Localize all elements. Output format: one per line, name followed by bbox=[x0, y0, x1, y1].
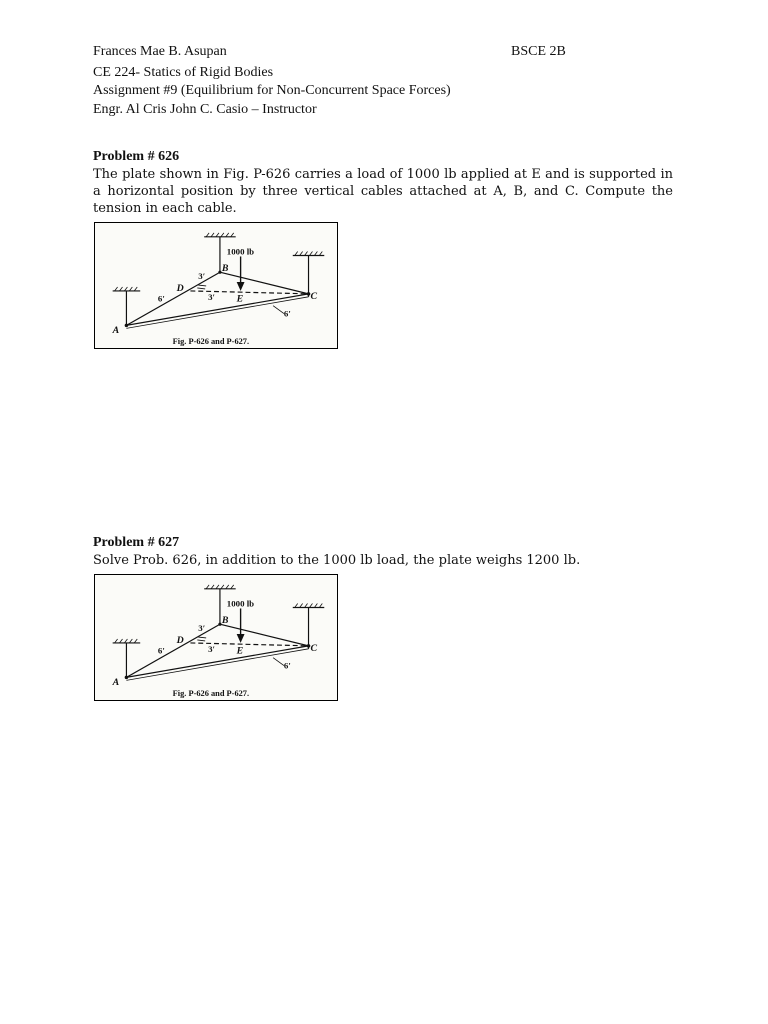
figure-caption: Fig. P-626 and P-627. bbox=[172, 689, 250, 699]
instructor-line: Engr. Al Cris John C. Casio – Instructor bbox=[93, 102, 317, 117]
point-b-label: B bbox=[221, 263, 229, 275]
load-label: 1000 lb bbox=[226, 246, 255, 257]
point-c-label: C bbox=[310, 290, 318, 302]
dim-6-left: 6′ bbox=[157, 645, 165, 656]
point-c-label: C bbox=[310, 642, 318, 654]
dim-3-upper: 3′ bbox=[198, 623, 206, 634]
point-a-label: A bbox=[112, 677, 120, 689]
dim-3-upper: 3′ bbox=[198, 271, 206, 282]
student-name: Frances Mae B. Asupan bbox=[93, 44, 227, 59]
problem-627-title: Problem # 627 bbox=[93, 535, 180, 550]
load-label: 1000 lb bbox=[226, 598, 255, 609]
dim-3-lower: 3′ bbox=[208, 291, 216, 302]
dim-6-right: 6′ bbox=[283, 308, 291, 319]
assignment-title: Assignment #9 (Equilibrium for Non-Concurrent Space Forces) bbox=[93, 83, 451, 98]
problem-627-text: Solve Prob. 626, in addition to the 1000 lb load, the plate weighs 1200 lb. bbox=[93, 553, 581, 568]
problem-626-text: The plate shown in Fig. P-626 carries a load of 1000 lb applied at E and is supported in a horizontal position by three vertical cables attached at A, B, and C. Compute the tension in each cable. bbox=[93, 167, 673, 216]
point-e-label: E bbox=[236, 645, 244, 657]
point-a-label: A bbox=[112, 325, 120, 337]
problem-626-title: Problem # 626 bbox=[93, 149, 180, 164]
plate-diagram bbox=[95, 223, 337, 348]
figure-p627 bbox=[94, 574, 338, 701]
course-title: CE 224- Statics of Rigid Bodies bbox=[93, 65, 274, 80]
dim-6-right: 6′ bbox=[283, 660, 291, 671]
point-b-label: B bbox=[221, 615, 229, 627]
dim-3-lower: 3′ bbox=[208, 643, 216, 654]
figure-p626 bbox=[94, 222, 338, 349]
point-e-label: E bbox=[236, 293, 244, 305]
point-d-label: D bbox=[176, 634, 184, 646]
section-code: BSCE 2B bbox=[511, 44, 566, 59]
plate-diagram-copy bbox=[95, 575, 337, 700]
point-d-label: D bbox=[176, 282, 184, 294]
figure-caption: Fig. P-626 and P-627. bbox=[172, 337, 250, 347]
dim-6-left: 6′ bbox=[157, 293, 165, 304]
